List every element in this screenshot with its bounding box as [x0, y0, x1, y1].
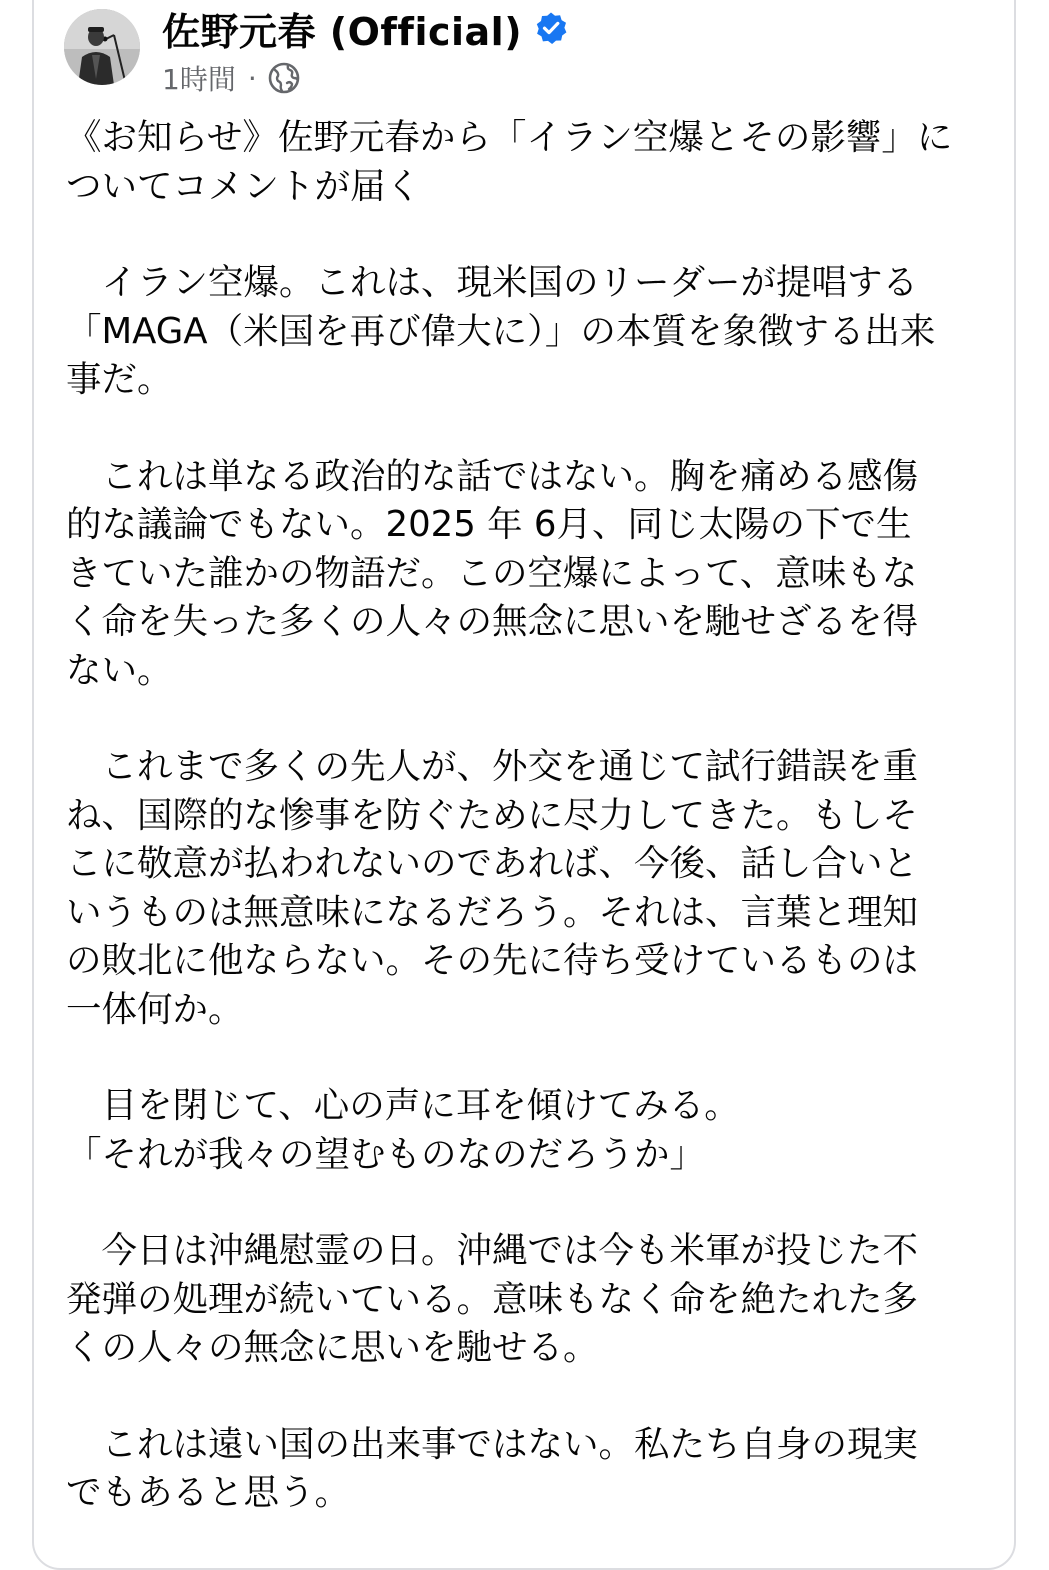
post-text-line: これは単なる政治的な話ではない。胸を痛める感傷 [66, 455, 919, 497]
post-text-line: きていた誰かの物語だ。この空爆によって、意味もな [66, 552, 918, 594]
post-text-line: 「それが我々の望むものなのだろうか」 [66, 1133, 706, 1175]
post-text-line: くの人々の無念に思いを馳せる。 [66, 1327, 599, 1368]
verified-badge-icon [534, 11, 568, 45]
post-text-line: の敗北に他ならない。その先に待ち受けているものは [66, 940, 919, 981]
post-text-line: 事だ。 [66, 359, 173, 400]
post-text-line: ない。 [66, 649, 173, 691]
post-text-line: いうものは無意味になるだろう。それは、言葉と理知 [66, 891, 919, 933]
post-text-line: 今日は沖縄慰霊の日。沖縄では今も米軍が投じた不 [66, 1230, 919, 1271]
post-text-line: ついてコメントが届く [66, 165, 422, 207]
post-text-line: 一体何か。 [66, 988, 244, 1030]
post-text [66, 114, 981, 1518]
post-text-line: 《お知らせ》佐野元春から「イラン空爆とその影響」に [66, 117, 953, 158]
post-text-line: これは遠い国の出来事ではない。私たち自身の現実 [66, 1423, 919, 1465]
globe-icon [267, 61, 301, 95]
post-text-line: イラン空爆。これは、現米国のリーダーが提唱する [66, 262, 919, 303]
author-name[interactable]: 佐野元春 (Official) [162, 9, 523, 54]
post-text-line: く命を失った多くの人々の無念に思いを馳せざるを得 [66, 601, 919, 642]
avatar[interactable] [64, 9, 140, 85]
post-text-line: ね、国際的な惨事を防ぐために尽力してきた。もしそ [66, 794, 919, 836]
post-text-line: これまで多くの先人が、外交を通じて試行錯誤を重 [66, 746, 919, 787]
post-text-line: 「MAGA（米国を再び偉大に）」の本質を象徴する出来 [66, 310, 936, 352]
post-text-line: でもあると思う。 [66, 1472, 351, 1513]
post-text-line: 目を閉じて、心の声に耳を傾けてみる。 [66, 1085, 740, 1126]
post-meta [162, 58, 301, 98]
meta-separator: · [247, 61, 257, 95]
post-text-line: こに敬意が払われないのであれば、今後、話し合いと [66, 843, 919, 884]
post-text-line: 的な議論でもない。2025 年 6月、同じ太陽の下で生 [66, 504, 912, 545]
post-header [162, 2, 568, 54]
post-text-line: 発弾の処理が続いている。意味もなく命を絶たれた多 [66, 1278, 919, 1320]
post-timestamp[interactable]: 1時間 [162, 63, 236, 96]
